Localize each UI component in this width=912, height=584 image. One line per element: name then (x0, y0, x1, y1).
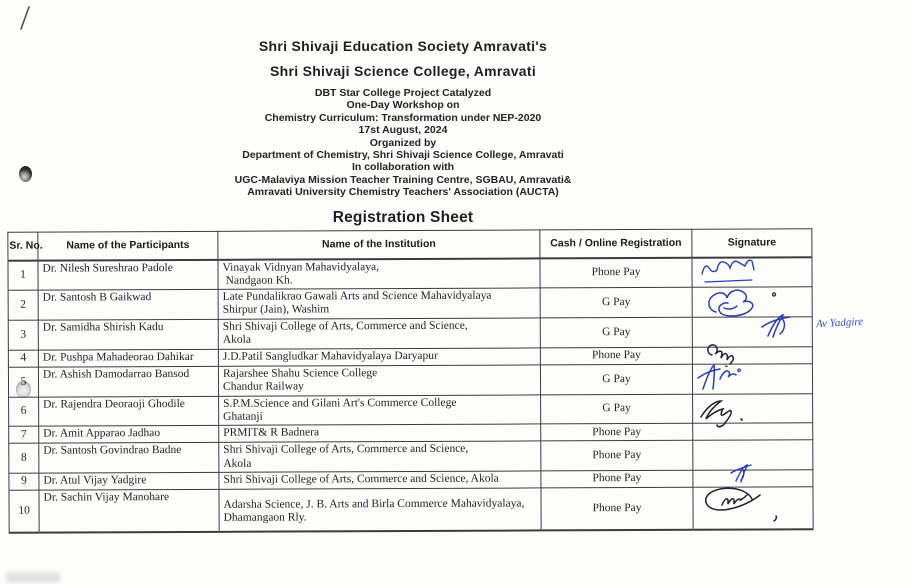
cell-payment: Phone Pay (540, 257, 692, 288)
cell-participant: Dr. Pushpa Mahadeorao Dahikar (38, 349, 218, 367)
institution-line: S.P.M.Science and Gilani Art's Commerce College (223, 396, 457, 410)
cell-participant: Dr. Sachin Vijay Manohare (39, 489, 219, 532)
cell-signature (693, 394, 813, 424)
institution-line: Shri Shivaji College of Arts, Commerce and Science, Akola (223, 472, 499, 486)
registration-sheet-title: Registration Sheet (332, 208, 474, 226)
cell-institution (219, 424, 541, 442)
cell-payment: Phone Pay (541, 441, 693, 471)
cell-participant: Dr. Santosh B Gaikwad (38, 289, 218, 320)
institution-line: Adarsha Science, J. B. Arts and Birla Commerce Mahavidyalaya, (223, 497, 525, 511)
subtitle-line: Amravati University Chemistry Teachers' Association (AUCTA) (247, 186, 559, 199)
cell-institution (219, 441, 541, 472)
table-row (9, 487, 813, 533)
table-row (8, 287, 812, 321)
col-header-signature: Signature (692, 229, 812, 258)
institution-line: Akola (223, 457, 252, 470)
cell-institution (219, 395, 541, 426)
cell-payment: G Pay (541, 394, 693, 424)
pen-slash-mark (16, 4, 34, 32)
cell-sr-no: 4 (8, 350, 38, 367)
document-header (0, 38, 806, 227)
table-row (8, 364, 812, 398)
col-header-participants: Name of the Participants (38, 231, 218, 260)
scan-smudge (6, 572, 60, 583)
subtitle-line: UGC-Malaviya Mission Teacher Training Centre, SGBAU, Amravati& (234, 173, 572, 186)
cell-signature (692, 287, 812, 318)
cell-institution (219, 471, 541, 489)
college-title: Shri Shivaji Science College, Amravati (269, 63, 537, 79)
cell-institution (218, 318, 540, 349)
cell-institution (218, 365, 540, 396)
subtitle-line: DBT Star College Project Catalyzed (314, 87, 492, 99)
cell-institution (218, 348, 540, 366)
institution-line: Nandgaon Kh. (225, 274, 293, 287)
cell-participant: Dr. Nilesh Sureshrao Padole (38, 259, 218, 290)
society-title: Shri Shivaji Education Society Amravati's (258, 38, 548, 54)
cell-signature (692, 257, 812, 288)
cell-signature (692, 347, 812, 365)
institution-line: Shri Shivaji College of Arts, Commerce and Science, (223, 443, 469, 457)
cell-sr-no: 10 (9, 490, 39, 532)
cell-sr-no: 1 (8, 260, 38, 290)
cell-participant: Dr. Atul Vijay Yadgire (39, 472, 219, 490)
institution-line: J.D.Patil Sangludkar Mahavidyalaya Daryapur (222, 349, 438, 363)
table-row (8, 257, 812, 291)
institution-line: Rajarshee Shahu Science College (222, 366, 378, 380)
cell-payment: G Pay (540, 287, 692, 318)
institution-line: Shirpur (Jain), Washim (222, 303, 330, 317)
cell-participant: Dr. Santosh Govindrao Badne (39, 443, 219, 473)
cell-payment: Phone Pay (541, 487, 693, 530)
cell-payment: G Pay (540, 317, 692, 347)
cell-signature (692, 317, 812, 347)
cell-participant: Dr. Samidha Shirish Kadu (38, 319, 218, 349)
cell-participant: Dr. Rajendra Deoraoji Ghodile (39, 396, 219, 426)
cell-sr-no: 3 (8, 320, 38, 350)
institution-line: Vinayak Vidnyan Mahavidyalaya, (222, 260, 380, 274)
cell-signature (693, 423, 813, 441)
subtitle-line: Department of Chemistry, Shri Shivaji Science College, Amravati (242, 149, 564, 162)
cell-payment: Phone Pay (540, 347, 692, 365)
subtitle-line: In collaboration with (351, 161, 455, 174)
institution-line: Akola (222, 334, 251, 347)
subtitle-line: Organized by (369, 136, 437, 149)
subtitle-line: 17st August, 2024 (358, 124, 448, 137)
institution-line: Shri Shivaji College of Arts, Commerce and Science, (222, 319, 468, 333)
subtitle-line: One-Day Workshop on (346, 99, 460, 112)
institution-line: Ghatanji (223, 410, 263, 423)
registration-table (7, 228, 813, 533)
institution-line: Late Pundalikrao Gawali Arts and Science Mahavidyalaya (222, 289, 492, 303)
cell-signature (693, 487, 813, 530)
cell-payment: Phone Pay (541, 470, 693, 488)
cell-sr-no: 7 (9, 427, 39, 444)
institution-line: Dhamangaon Rly. (223, 511, 307, 525)
table-row (9, 440, 813, 473)
handwritten-margin-note: Av Yadgire (815, 315, 864, 331)
cell-payment: Phone Pay (541, 424, 693, 442)
col-header-sr-no: Sr. No. (8, 232, 38, 260)
cell-institution (218, 258, 540, 290)
col-header-registration: Cash / Online Registration (540, 229, 692, 258)
col-header-institution: Name of the Institution (218, 230, 540, 259)
cell-participant: Dr. Ashish Damodarrao Bansod (38, 366, 218, 397)
cell-sr-no: 8 (9, 444, 39, 474)
cell-institution (219, 488, 541, 531)
institution-line: PRMIT& R Badnera (223, 426, 320, 440)
table-row (8, 317, 812, 350)
cell-signature (692, 364, 812, 395)
cell-sr-no: 6 (9, 397, 39, 427)
cell-signature (693, 440, 813, 470)
subtitle-line: Chemistry Curriculum: Transformation under NEP-2020 (264, 111, 542, 124)
cell-sr-no: 2 (8, 290, 38, 320)
cell-sr-no: 9 (9, 473, 39, 490)
cell-signature (693, 470, 813, 488)
cell-participant: Dr. Amit Apparao Jadhao (39, 426, 219, 444)
table-row (9, 394, 813, 427)
table-header-row (8, 229, 812, 261)
cell-payment: G Pay (540, 364, 692, 395)
institution-line: Chandur Railway (222, 380, 304, 393)
cell-sr-no: 5 (8, 367, 38, 397)
cell-institution (218, 288, 540, 319)
